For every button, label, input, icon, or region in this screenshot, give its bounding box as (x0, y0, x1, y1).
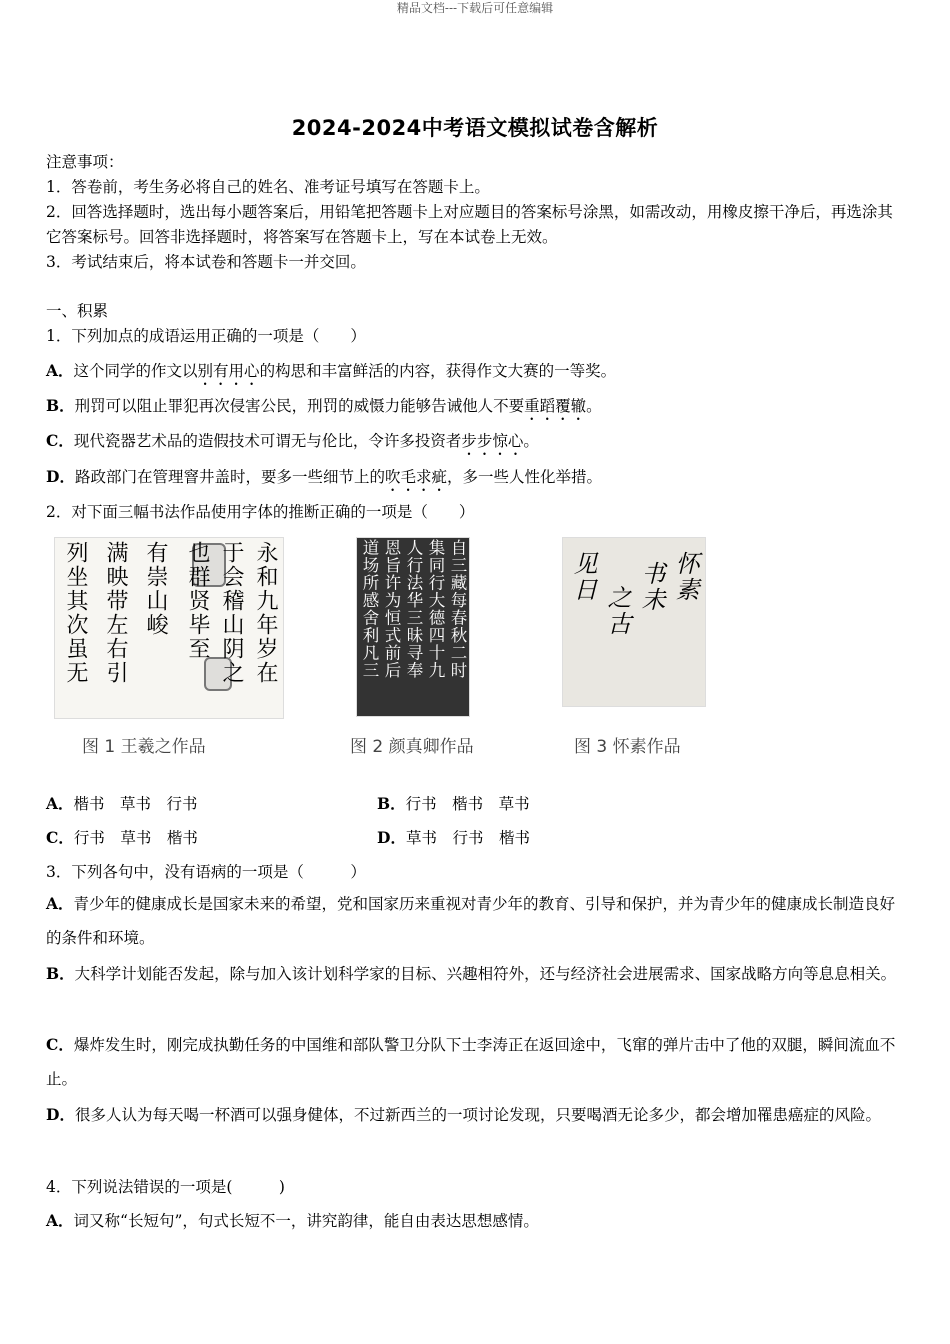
notice-heading: 注意事项： (46, 153, 124, 171)
q3-b-label: B． (46, 964, 75, 983)
q2-option-a (46, 791, 198, 817)
q1-a-label: A． (46, 361, 74, 380)
q4-a-label: A． (46, 1211, 74, 1230)
fig1-column: 永和九年岁在 (253, 541, 278, 685)
q2-b-text: 行书 楷书 草书 (405, 795, 530, 813)
q4-a-text: 词又称“长短句”，句式长短不一，讲究韵律，能自由表达思想感情。 (73, 1212, 539, 1230)
q1-a-pre: 这个同学的作文以 (73, 362, 198, 380)
fig2-column: 人行法华三昧寻奉 (404, 539, 423, 679)
q1-option-d (46, 464, 906, 495)
fig3-column: 之古 (603, 585, 631, 637)
q2-stem: 2．对下面三幅书法作品使用字体的推断正确的一项是（ ） (46, 503, 475, 521)
q1-a-idiom: 别有用心 (197, 362, 260, 380)
header-note: 精品文档---下载后可任意编辑 (396, 1, 554, 15)
q1-b-idiom: 重蹈覆辙 (524, 397, 587, 415)
q2-d-label: D． (377, 828, 406, 847)
q1-option-b (46, 393, 906, 424)
section-heading: 一、积累 (46, 302, 109, 320)
q4-stem: 4．下列说法错误的一项是( ) (46, 1178, 285, 1196)
q3-stem: 3．下列各句中，没有语病的一项是（ ） (46, 863, 366, 881)
q2-option-d (377, 825, 530, 851)
q3-option-a (46, 887, 906, 955)
q1-b-post: 。 (586, 397, 602, 415)
q3-option-c (46, 1028, 906, 1096)
notice-item-1: 1．答卷前，考生务必将自己的姓名、准考证号填写在答题卡上。 (46, 178, 490, 196)
q2-c-label: C． (46, 828, 74, 847)
fig1-column: 于会稽山阴之 (219, 541, 244, 685)
fig3-column: 见日 (569, 551, 597, 603)
q2-option-c (46, 825, 198, 851)
q3-c-text: 爆炸发生时，刚完成执勤任务的中国维和部队警卫分队下士李涛正在返回途中，飞窜的弹片击中了他的双腿，瞬间流血不止。 (46, 1036, 896, 1088)
fig1-column: 有崇山峻 (143, 541, 168, 637)
q2-d-text: 草书 行书 楷书 (405, 829, 530, 847)
q1-d-post: ，多一些人性化举措。 (446, 468, 602, 486)
q3-a-text: 青少年的健康成长是国家未来的希望，党和国家历来重视对青少年的教育、引导和保护，并为青少年的健康成长制造良好的条件和环境。 (46, 895, 896, 947)
q2-a-text: 楷书 草书 行书 (73, 795, 198, 813)
q3-b-text: 大科学计划能否发起，除与加入该计划科学家的目标、兴趣相符外，还与经济社会进展需求、国家战略方向等息息相关。 (74, 965, 897, 983)
figure-1-caption: 图 1 王羲之作品 (82, 737, 206, 757)
q1-d-label: D． (46, 467, 75, 486)
figure-3-caption: 图 3 怀素作品 (574, 737, 681, 757)
page-title: 2024-2024中考语文模拟试卷含解析 (291, 116, 659, 140)
q1-c-label: C． (46, 431, 74, 450)
fig3-column: 书未 (637, 561, 665, 613)
q2-option-b (377, 791, 530, 817)
q1-b-label: B． (46, 396, 75, 415)
q1-stem: 1．下列加点的成语运用正确的一项是（ ） (46, 327, 366, 345)
q1-option-a (46, 358, 906, 389)
q1-a-post: 的构思和丰富鲜活的内容，获得作文大赛的一等奖。 (259, 362, 617, 380)
fig2-column: 恩旨许为恒式前后 (382, 539, 401, 679)
q1-b-pre: 刑罚可以阻止罪犯再次侵害公民，刑罚的威慑力能够告诫他人不要 (74, 397, 525, 415)
q4-option-a (46, 1208, 906, 1234)
figure-1-image (54, 537, 284, 719)
q1-d-pre: 路政部门在管理窨井盖时，要多一些细节上的 (74, 468, 385, 486)
fig2-column: 道场所感舍利凡三 (360, 539, 379, 679)
q3-d-label: D． (46, 1105, 75, 1124)
q1-c-pre: 现代瓷器艺术品的造假技术可谓无与伦比，令许多投资者 (73, 432, 462, 450)
q2-b-label: B． (377, 794, 406, 813)
fig2-column: 集同行大德四十九 (426, 539, 445, 679)
notice-item-2: 2．回答选择题时，选出每小题答案后，用铅笔把答题卡上对应题目的答案标号涂黑，如需改动，用橡皮擦干净后，再选涂其它答案标号。回答非选择题时，将答案写在答题卡上，写在本试卷上无效。 (46, 203, 893, 246)
figure-2-caption: 图 2 颜真卿作品 (350, 737, 474, 757)
q1-option-c (46, 428, 906, 459)
fig1-column: 也群贤毕至 (185, 541, 210, 661)
calligraphy-figures (40, 537, 910, 767)
q3-a-label: A． (46, 894, 74, 913)
q2-c-text: 行书 草书 楷书 (73, 829, 198, 847)
fig1-column: 列坐其次虽无 (63, 541, 88, 685)
fig3-column: 怀素 (671, 551, 699, 603)
q3-option-b (46, 957, 906, 991)
q1-c-idiom: 步步惊心 (461, 432, 524, 450)
notice-item-3: 3．考试结束后，将本试卷和答题卡一并交回。 (46, 253, 366, 271)
fig1-column: 满映带左右引 (103, 541, 128, 685)
q2-a-label: A． (46, 794, 74, 813)
q1-d-idiom: 吹毛求疵 (384, 468, 447, 486)
fig2-column: 自三藏每春秋二时 (448, 539, 467, 679)
q3-option-d (46, 1098, 906, 1132)
q3-d-text: 很多人认为每天喝一杯酒可以强身健体，不过新西兰的一项讨论发现，只要喝酒无论多少，都会增加罹患癌症的风险。 (74, 1106, 881, 1124)
q1-c-post: 。 (523, 432, 539, 450)
q3-c-label: C． (46, 1035, 74, 1054)
